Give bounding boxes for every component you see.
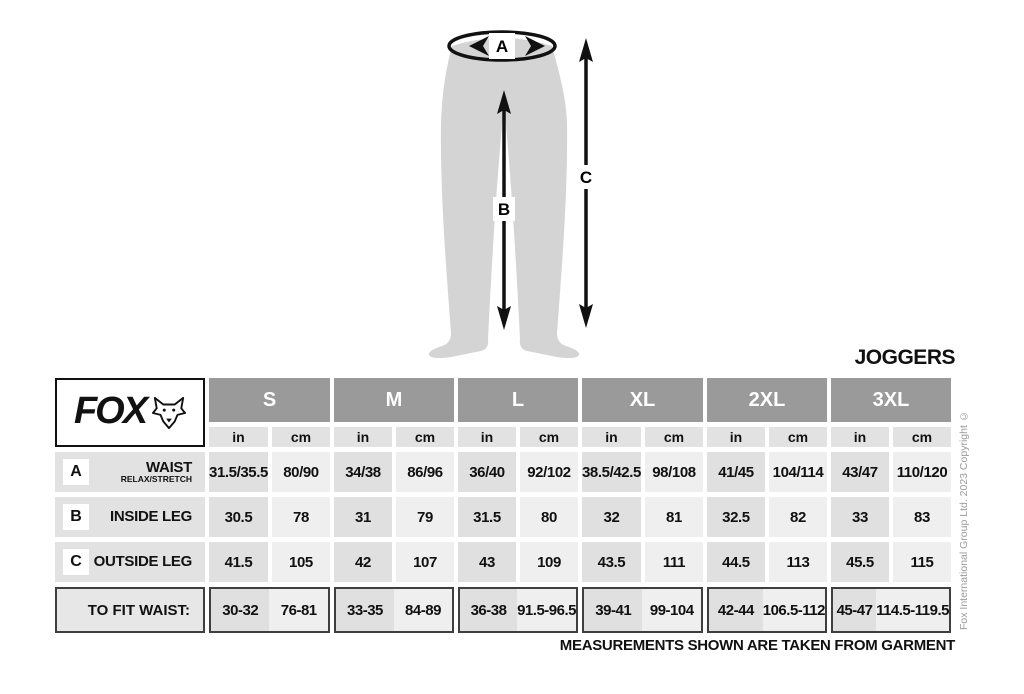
waist-value-cell: 104/114 [769,452,827,492]
fit-value-cell: 99-104 [642,589,701,631]
copyright-text: Fox International Group Ltd. 2023 Copyright © [958,410,970,630]
unit-header: cm [769,427,827,447]
unit-header: in [458,427,516,447]
row-label-text: INSIDE LEG [109,508,192,526]
inside-leg-value-cell: 80 [520,497,578,537]
unit-header: cm [520,427,578,447]
fit-box-m [334,587,454,633]
fit-value-cell: 39-41 [584,589,643,631]
fit-box-2xl [707,587,827,633]
waist-label: A [495,37,509,56]
waist-value-cell: 110/120 [893,452,951,492]
waist-value-cell: 98/108 [645,452,703,492]
fit-box-xl [582,587,703,633]
waist-value-cell: 31.5/35.5 [209,452,268,492]
to-fit-waist-label-text: TO FIT WAIST: [87,601,190,619]
row-key-b: B [63,504,89,530]
unit-header: cm [893,427,951,447]
size-header-l: L [458,378,578,422]
outside-leg-value-cell: 115 [893,542,951,582]
fit-box-l [458,587,578,633]
outside-leg-value-cell: 111 [645,542,703,582]
fit-value-cell: 36-38 [460,589,517,631]
outside-leg-value-cell: 109 [520,542,578,582]
page-title: JOGGERS [854,346,955,369]
row-label-text: OUTSIDE LEG [93,553,192,571]
unit-header: in [707,427,765,447]
waist-value-cell: 36/40 [458,452,516,492]
fit-value-cell: 84-89 [394,589,452,631]
outside-leg-value-cell: 42 [334,542,392,582]
fit-box-3xl [831,587,951,633]
outside-leg-value-cell: 107 [396,542,454,582]
outside-leg-value-cell: 41.5 [209,542,268,582]
row-label-inside-leg [55,497,205,537]
fox-logo-wordmark: FOX [73,389,147,432]
fit-value-cell: 106.5-112 [763,589,825,631]
joggers-diagram [400,15,650,365]
inside-leg-value-cell: 32 [582,497,641,537]
row-key-c: C [63,549,89,575]
outside-leg-value-cell: 43 [458,542,516,582]
fit-value-cell: 45-47 [833,589,876,631]
size-header-3xl: 3XL [831,378,951,422]
fit-value-cell: 91.5-96.5 [517,589,576,631]
fit-box-s [209,587,330,633]
waist-value-cell: 34/38 [334,452,392,492]
inside-leg-value-cell: 31.5 [458,497,516,537]
unit-header: in [831,427,889,447]
waist-value-cell: 38.5/42.5 [582,452,641,492]
fit-value-cell: 42-44 [709,589,763,631]
unit-header: cm [396,427,454,447]
fit-value-cell: 76-81 [269,589,327,631]
measurement-note: MEASUREMENTS SHOWN ARE TAKEN FROM GARMENT [559,637,955,654]
inside-leg-value-cell: 32.5 [707,497,765,537]
waist-value-cell: 86/96 [396,452,454,492]
row-key-a: A [63,459,89,485]
size-header-xl: XL [582,378,703,422]
unit-header: in [209,427,268,447]
size-header-2xl: 2XL [707,378,827,422]
row-label-text: WAIST [146,458,192,476]
unit-header: in [582,427,641,447]
fit-value-cell: 30-32 [211,589,269,631]
row-sublabel-text: RELAX/STRETCH [120,474,192,485]
inside-leg-label: B [497,200,511,219]
row-label-waist [55,452,205,492]
waist-value-cell: 92/102 [520,452,578,492]
inside-leg-value-cell: 81 [645,497,703,537]
waist-value-cell: 43/47 [831,452,889,492]
inside-leg-value-cell: 30.5 [209,497,268,537]
row-label-outside-leg [55,542,205,582]
size-table [55,378,951,633]
unit-header: cm [645,427,703,447]
size-header-s: S [209,378,330,422]
inside-leg-value-cell: 33 [831,497,889,537]
outside-leg-value-cell: 45.5 [831,542,889,582]
inside-leg-value-cell: 79 [396,497,454,537]
unit-header: in [334,427,392,447]
inside-leg-value-cell: 31 [334,497,392,537]
to-fit-waist-label [55,587,205,633]
inside-leg-value-cell: 83 [893,497,951,537]
fox-head-icon [152,396,186,430]
size-header-m: M [334,378,454,422]
unit-header: cm [272,427,330,447]
fit-value-cell: 114.5-119.5 [876,589,949,631]
outside-leg-value-cell: 44.5 [707,542,765,582]
outside-leg-value-cell: 113 [769,542,827,582]
waist-value-cell: 41/45 [707,452,765,492]
fit-value-cell: 33-35 [336,589,394,631]
waist-value-cell: 80/90 [272,452,330,492]
outside-leg-label: C [579,168,593,187]
outside-leg-value-cell: 43.5 [582,542,641,582]
inside-leg-value-cell: 82 [769,497,827,537]
outside-leg-value-cell: 105 [272,542,330,582]
inside-leg-value-cell: 78 [272,497,330,537]
fox-logo [55,378,205,447]
